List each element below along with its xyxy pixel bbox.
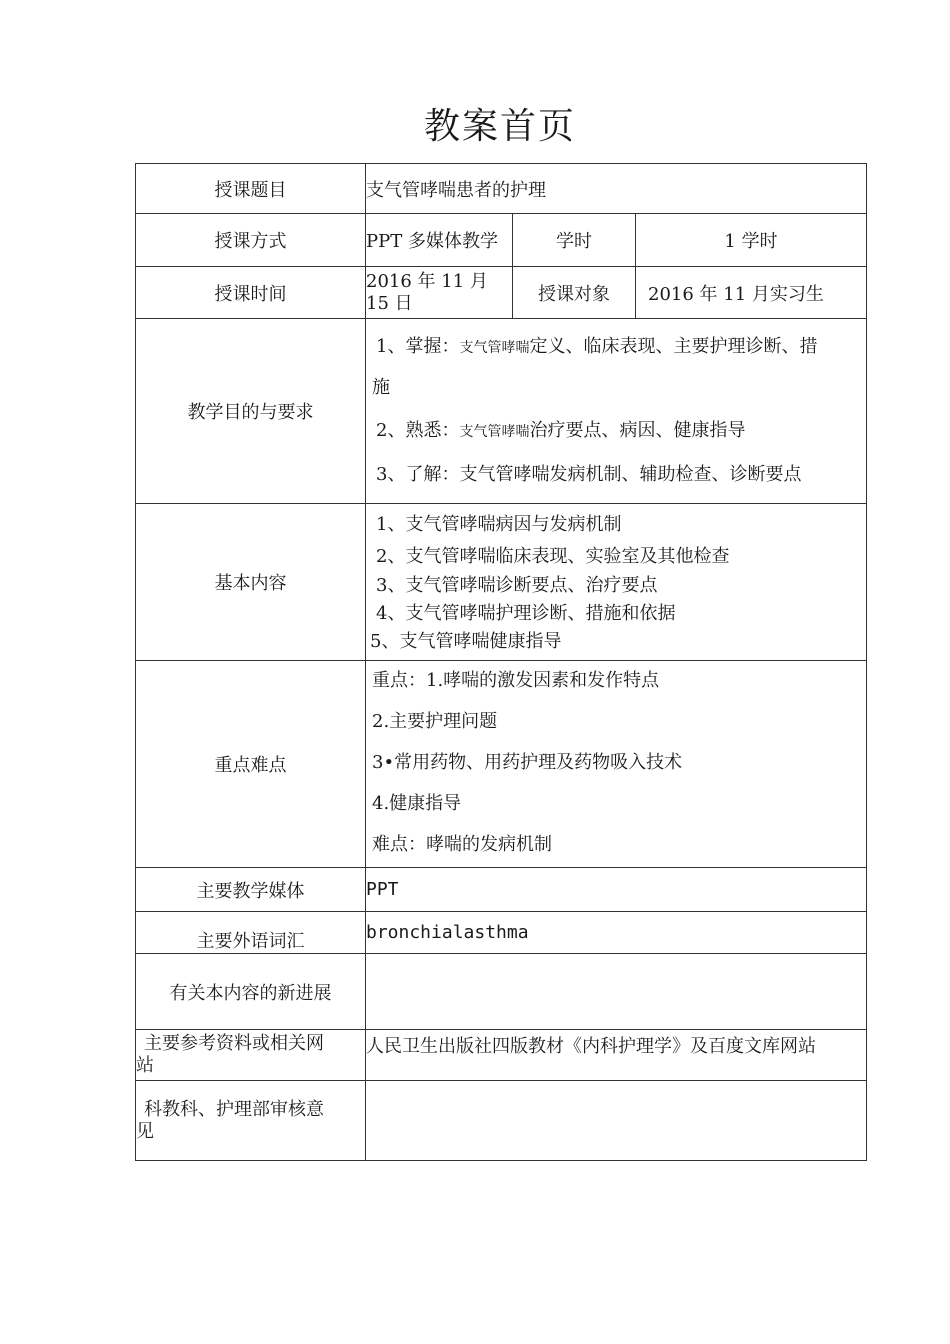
media-label: 主要教学媒体	[136, 868, 366, 912]
references-value: 人民卫生出版社四版教材《内科护理学》及百度文库网站	[366, 1030, 867, 1081]
hours-label: 学时	[513, 214, 636, 267]
objective-item-1-wrap: 施	[372, 377, 390, 398]
vocab-label: 主要外语词汇	[136, 912, 366, 954]
audience-value: 2016 年 11 月实习生	[636, 267, 867, 319]
method-value: PPT 多媒体教学	[366, 214, 513, 267]
row-references	[136, 1030, 867, 1081]
row-progress	[136, 954, 867, 1030]
key-point-item: 重点：1.哮喘的激发因素和发作特点	[372, 670, 660, 691]
row-objectives	[136, 319, 867, 504]
objective-item-1: 1、掌握：支气管哮喘定义、临床表现、主要护理诊断、措	[376, 336, 818, 357]
review-value	[366, 1081, 867, 1161]
row-method	[136, 214, 867, 267]
vocab-value: bronchialasthma	[366, 912, 867, 954]
row-review	[136, 1081, 867, 1161]
objective-item-3: 3、了解：支气管哮喘发病机制、辅助检查、诊断要点	[376, 464, 802, 485]
content-label: 基本内容	[136, 504, 366, 661]
topic-value: 支气管哮喘患者的护理	[366, 164, 867, 214]
key-point-item: 3•常用药物、用药护理及药物吸入技术	[372, 752, 683, 773]
audience-label: 授课对象	[513, 267, 636, 319]
content-item: 2、支气管哮喘临床表现、实验室及其他检查	[376, 546, 730, 567]
content-item: 3、支气管哮喘诊断要点、治疗要点	[376, 575, 658, 596]
key-points-label: 重点难点	[136, 661, 366, 868]
row-key-points	[136, 661, 867, 868]
objectives-value	[366, 319, 867, 504]
row-media	[136, 868, 867, 912]
topic-label: 授课题目	[136, 164, 366, 214]
row-time	[136, 267, 867, 319]
objective-item-2: 2、熟悉：支气管哮喘治疗要点、病因、健康指导	[376, 420, 746, 441]
hours-value: 1 学时	[636, 214, 867, 267]
time-value-line2: 15 日	[366, 292, 413, 314]
row-vocab	[136, 912, 867, 954]
key-point-item: 4.健康指导	[372, 793, 462, 814]
references-label: 主要参考资料或相关网 站	[136, 1030, 366, 1081]
content-value	[366, 504, 867, 661]
content-item: 1、支气管哮喘病因与发病机制	[376, 514, 622, 535]
key-points-value	[366, 661, 867, 868]
key-point-item: 2.主要护理问题	[372, 711, 498, 732]
method-label: 授课方式	[136, 214, 366, 267]
lesson-plan-table	[135, 163, 867, 1161]
time-value-line1: 2016 年 11 月	[366, 270, 488, 292]
progress-value	[366, 954, 867, 1030]
row-topic	[136, 164, 867, 214]
row-content	[136, 504, 867, 661]
time-label: 授课时间	[136, 267, 366, 319]
content-item: 4、支气管哮喘护理诊断、措施和依据	[376, 603, 676, 624]
media-value: PPT	[366, 868, 867, 912]
page-title: 教案首页	[423, 106, 576, 147]
objectives-label: 教学目的与要求	[136, 319, 366, 504]
key-point-item: 难点：哮喘的发病机制	[372, 834, 552, 855]
time-value	[366, 267, 513, 319]
content-item: 5、支气管哮喘健康指导	[370, 631, 562, 652]
progress-label: 有关本内容的新进展	[136, 954, 366, 1030]
review-label: 科教科、护理部审核意 见	[136, 1081, 366, 1161]
